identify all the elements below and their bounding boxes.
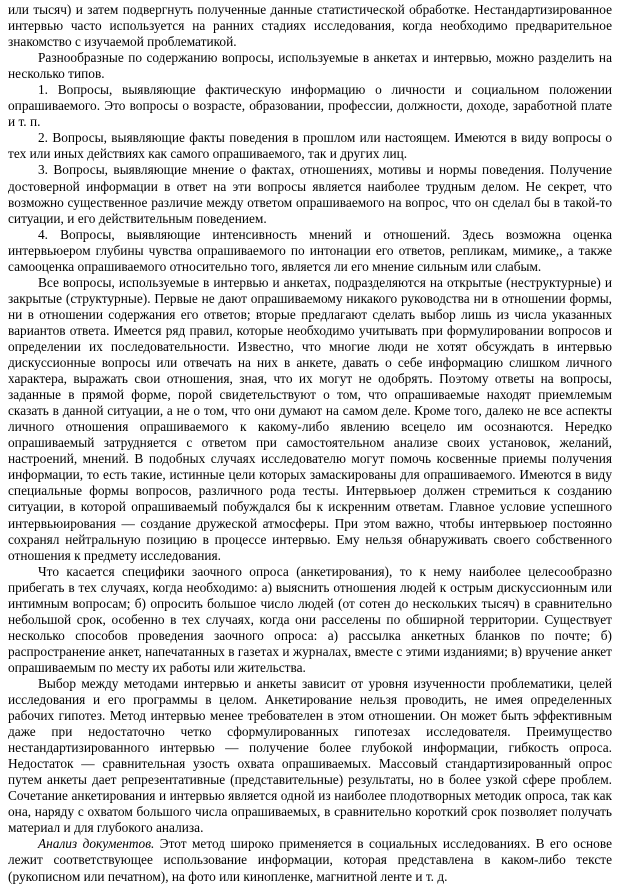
paragraph-question-type-4: 4. Вопросы, выявляющие интенсивность мнений и отношений. Здесь возможна оценка интервьюером глубины чувства опрашиваемого по интонации его ответов, репликам, мимике,, а также самооценка опрашиваемого относительно того, является ли его мнение сильным или слабым. xyxy=(8,226,612,274)
paragraph-method-choice: Выбор между методами интервью и анкеты зависит от уровня изученности проблематики, целей исследования и его программы в целом. Анкетирование нельзя проводить, не имея определенных рабочих гипотез. Метод интервью менее требователен в этом отношении. Он может быть эффективным даже при недостаточно четко сформулированных гипотезах исследователя. Преимущество нестандартизированного интервью — получение более глубокой информации, гибкость опроса. Недостаток — сравнительная узость охвата опрашиваемых. Массовый стандартизированный опрос путем анкеты дает репрезентативные (представительные) результаты, но в более узкой сфере проблем. Сочетание анкетирования и интервью является одной из наиболее плодотворных методик опроса, так как она, наряду с охватом большого числа опрашиваемых, в сравнительно короткий срок позволяет получать материал и для глубокого анализа. xyxy=(8,675,612,836)
paragraph-open-closed-questions: Все вопросы, используемые в интервью и анкетах, подразделяются на открытые (неструктурные) и закрытые (структурные). Первые не дают опрашиваемому никакого руководства ни в отношении формы, ни в отношении содержания его ответов; вторые предлагают сделать выбор лишь из числа указанных вариантов ответа. Имеется ряд правил, которые необходимо учитывать при формулировании вопросов и определении их последовательности. Известно, что многие люди не хотят обсуждать в интервью дискуссионные вопросы или отвечать на них в анкете, давать о себе информацию слишком личного характера, выражать свои отношения, зная, что их могут не одобрять. Поэтому ответы на вопросы, заданные в прямой форме, порой свидетельствуют о том, что опрашиваемые находят приемлемым сказать в данной ситуации, а не о том, что они думают на самом деле. Кроме того, далеко не все аспекты личного отношения опрашиваемого к какому-либо явлению всецело им осознаются. Нередко опрашиваемый затрудняется с ответом при самостоятельном анализе своих установок, желаний, настроений, мнений. В подобных случаях исследователю могут помочь косвенные приемы получения информации, то есть такие, истинные цели которых замаскированы для опрашиваемого. Имеются в виду специальные формы вопросов, различного рода тесты. Интервьюер должен стремиться к созданию ситуации, в которой опрашиваемый побуждался бы к искренним ответам. Главное условие успешного интервьюирования — создание дружеской атмосферы. При этом важно, чтобы интервьюер постоянно сохранял нейтральную позицию в процессе интервью. Ему нельзя обнаруживать своего собственного отношения к предмету исследования. xyxy=(8,274,612,563)
paragraph-continuation: или тысяч) и затем подвергнуть полученные данные статистической обработке. Нестандартизированное интервью часто используется на ранних стадиях исследования, когда необходимо предварительное знакомство с изучаемой проблематикой. xyxy=(8,2,612,50)
paragraph-question-type-3: 3. Вопросы, выявляющие мнение о фактах, отношениях, мотивы и нормы поведения. Получение достоверной информации в ответ на эти вопросы является наиболее трудным делом. Не секрет, что возможно существенное различие между ответом опрашиваемого на вопрос, что он сделал бы в такой-то ситуации, и его действительным поведением. xyxy=(8,162,612,226)
paragraph-correspondence-survey: Что касается специфики заочного опроса (анкетирования), то к нему наиболее целесообразно прибегать в тех случаях, когда необходимо: а) выяснить отношения людей к острым дискуссионным или интимным вопросам; б) опросить большое число людей (от сотен до нескольких тысяч) в сравнительно небольшой срок, особенно в тех случаях, когда они расселены по обширной территории. Существует несколько способов проведения заочного опроса: а) рассылка анкетных бланков по почте; б) распространение анкет, напечатанных в газетах и журналах, вместе с этими изданиями; в) вручение анкет опрашиваемым по месту их работы или жительства. xyxy=(8,563,612,675)
document-analysis-text: Этот метод широко применяется в социальных исследованиях. В его основе лежит соответствующее использование информации, которая представлена в каком-либо тексте (рукописном или печатном), на фото или кинопленке, магнитной ленте и т. д. xyxy=(8,836,612,884)
paragraph-question-type-2: 2. Вопросы, выявляющие факты поведения в прошлом или настоящем. Имеются в виду вопросы о тех или иных действиях как самого опрашиваемого, так и других лиц. xyxy=(8,130,612,162)
section-heading-document-analysis: Анализ документов. xyxy=(38,836,155,852)
paragraph-question-types-intro: Разнообразные по содержанию вопросы, используемые в анкетах и интервью, можно разделить на несколько типов. xyxy=(8,50,612,82)
paragraph-document-analysis xyxy=(8,836,612,884)
paragraph-question-type-1: 1. Вопросы, выявляющие фактическую информацию о личности и социальном положении опрашиваемого. Это вопросы о возрасте, образовании, профессии, должности, доходе, заработной плате и т. п. xyxy=(8,82,612,130)
